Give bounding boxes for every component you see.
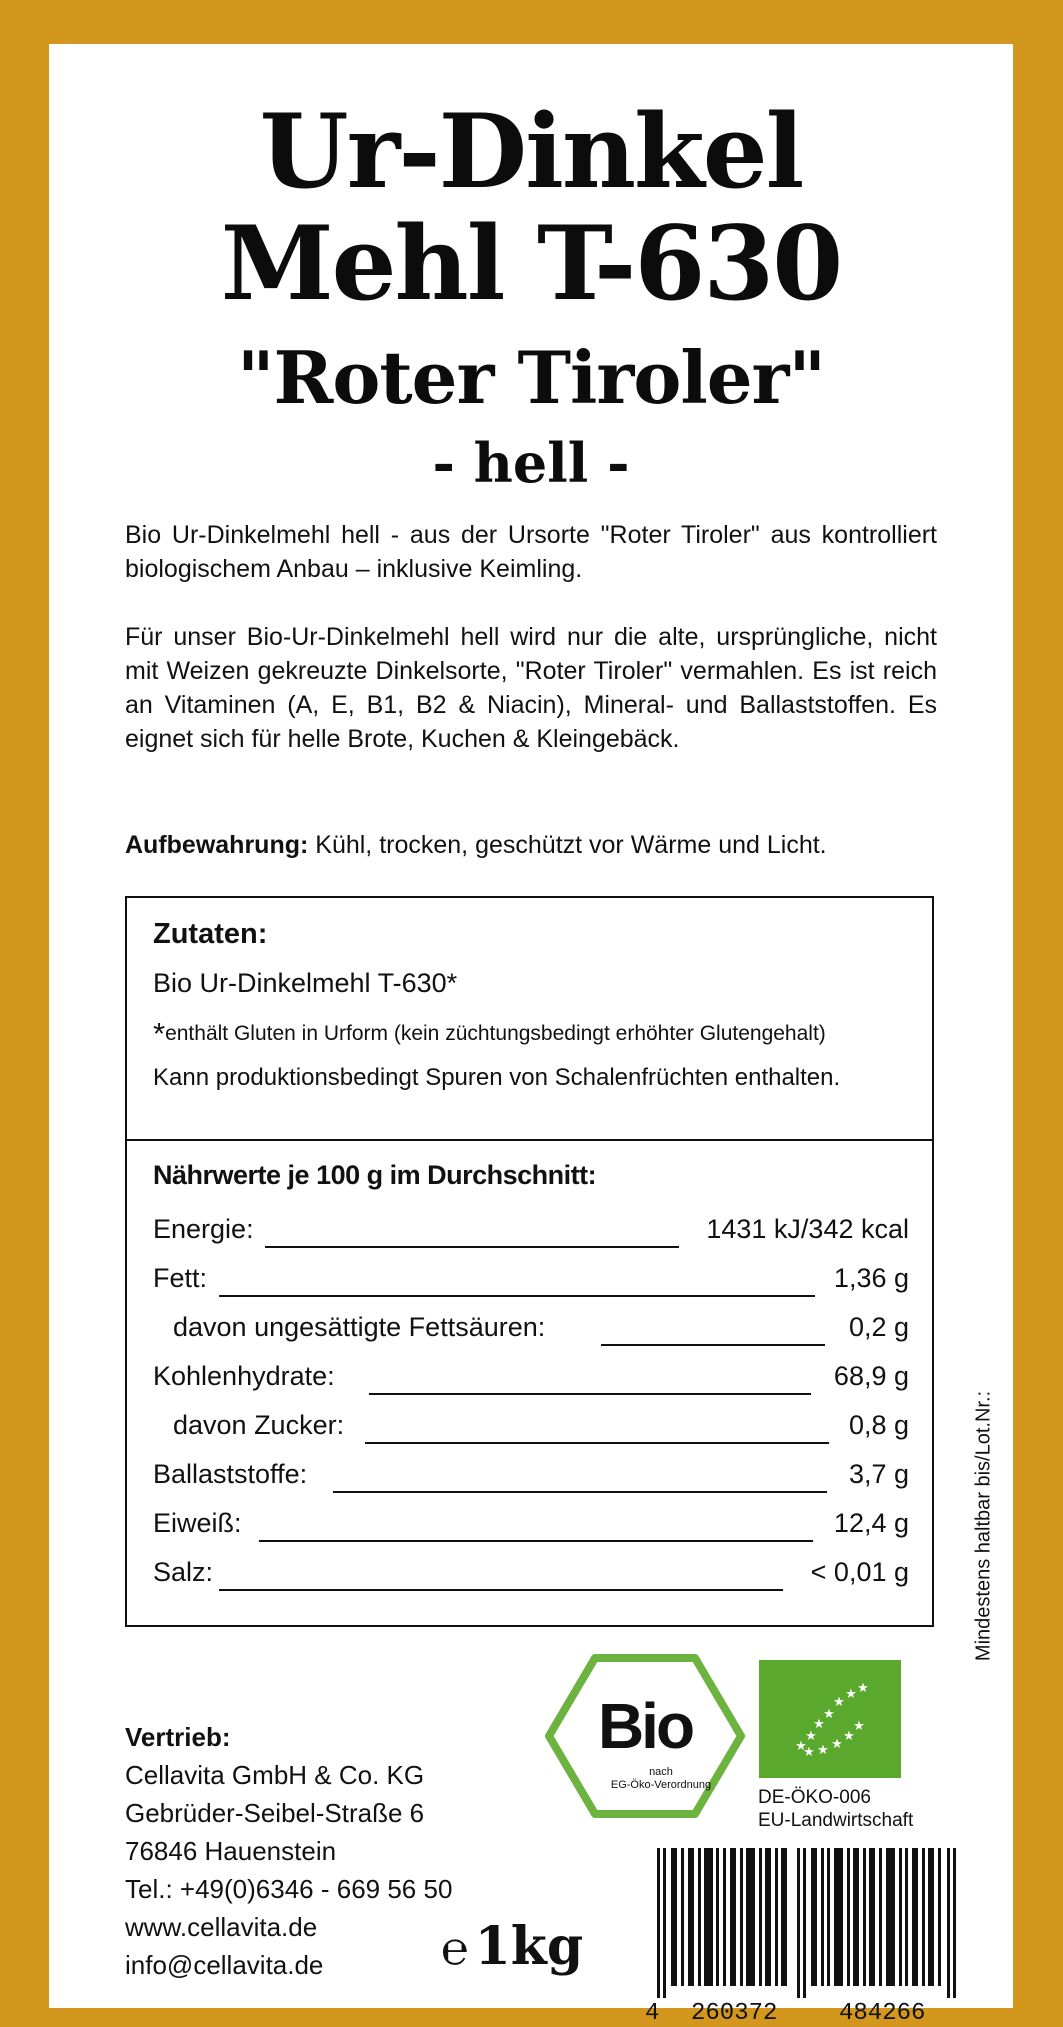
nutrition-value: 1,36 g <box>833 1263 909 1293</box>
nutrition-value: 0,2 g <box>848 1312 909 1342</box>
svg-text:★: ★ <box>833 1695 845 1710</box>
svg-text:★: ★ <box>823 1707 835 1722</box>
net-weight <box>441 1916 583 1977</box>
best-before-field <box>969 1376 999 1676</box>
nutrition-value: 0,8 g <box>848 1410 909 1440</box>
storage-label: Aufbewahrung: <box>125 831 309 859</box>
svg-text:★: ★ <box>853 1719 865 1734</box>
nutrition-value: 12,4 g <box>833 1508 909 1538</box>
leader-line <box>219 1589 783 1591</box>
nutrition-value: 1431 kJ/342 kcal <box>706 1214 909 1244</box>
nutrition-row <box>153 1312 909 1352</box>
leader-line <box>369 1393 811 1395</box>
storage-text <box>125 828 937 862</box>
leader-line <box>265 1246 679 1248</box>
ingredients-item: Bio Ur-Dinkelmehl T-630* <box>153 968 458 998</box>
svg-text:★: ★ <box>843 1729 855 1744</box>
svg-text:★: ★ <box>803 1745 815 1760</box>
intro-text: Bio Ur-Dinkelmehl hell - aus der Ursorte "Roter Tiroler" aus kontrolliert biologischem Anbau – inklusive Keimling. <box>125 521 937 583</box>
nutrition-row <box>153 1557 909 1597</box>
leader-line <box>601 1344 825 1346</box>
bio-seal-word: Bio <box>597 1690 693 1762</box>
distributor-company: Cellavita GmbH & Co. KG <box>125 1760 425 1790</box>
note-star: * <box>153 1016 166 1051</box>
nutrition-label: davon ungesättigte Fettsäuren: <box>173 1312 546 1342</box>
bio-seal-line1: nach <box>649 1766 673 1778</box>
ingredients-traces: Kann produktionsbedingt Spuren von Schalenfrüchten enthalten. <box>153 1064 841 1091</box>
eu-organic-text <box>758 1786 913 1832</box>
eu-control-code: DE-ÖKO-006 <box>758 1787 871 1808</box>
leader-line <box>333 1491 827 1493</box>
distributor-street: Gebrüder-Seibel-Straße 6 <box>125 1798 425 1828</box>
best-before-label: Mindestens haltbar bis/Lot.Nr.: <box>972 1390 995 1662</box>
svg-text:★: ★ <box>805 1729 817 1744</box>
storage-value: Kühl, trocken, geschützt vor Wärme und Licht. <box>308 831 827 859</box>
nutrition-value: < 0,01 g <box>810 1557 909 1587</box>
description-text: Für unser Bio-Ur-Dinkelmehl hell wird nur die alte, ursprüngliche, nicht mit Weizen gekreuzte Dinkelsorte, "Roter Tiroler" vermahlen. Es ist reich an Vitaminen (A, E, B1, B2 & Niacin), Mineral- und Ballaststoffen. Es eignet sich für helle Brote, Kuchen & Kleingebäck. <box>125 623 937 753</box>
leader-line <box>365 1442 829 1444</box>
barcode-first-digit: 4 <box>645 2000 660 2027</box>
nutrition-label: Ballaststoffe: <box>153 1459 308 1489</box>
weight-value: 1kg <box>474 1916 584 1977</box>
nutrition-value: 3,7 g <box>848 1459 909 1489</box>
svg-text:★: ★ <box>857 1681 869 1696</box>
product-label <box>49 44 1013 2027</box>
leader-line <box>219 1295 815 1297</box>
title-line-3: "Roter Tiroler" <box>237 335 825 420</box>
distributor-website: www.cellavita.de <box>125 1912 318 1942</box>
nutrition-label: Salz: <box>153 1557 214 1587</box>
estimated-sign: ℮ <box>441 1921 469 1975</box>
title-line-1: Ur-Dinkel <box>259 92 803 212</box>
nutrition-heading: Nährwerte je 100 g im Durchschnitt: <box>153 1160 597 1190</box>
svg-text:★: ★ <box>845 1687 857 1702</box>
nutrition-label: davon Zucker: <box>173 1410 345 1440</box>
title-line-2: Mehl T-630 <box>220 204 842 324</box>
box-divider <box>127 1139 932 1141</box>
nutrition-row <box>153 1263 909 1303</box>
svg-text:★: ★ <box>817 1743 829 1758</box>
info-box <box>125 896 934 1627</box>
barcode-group-1: 260372 <box>691 2000 778 2027</box>
title-line-4: - hell - <box>432 431 630 495</box>
distributor-heading: Vertrieb: <box>125 1722 231 1752</box>
barcode-group-2: 484266 <box>839 2000 926 2027</box>
nutrition-value: 68,9 g <box>833 1361 909 1391</box>
nutrition-row <box>153 1508 909 1548</box>
leader-line <box>259 1540 813 1542</box>
svg-text:★: ★ <box>831 1737 843 1752</box>
svg-text:★: ★ <box>813 1717 825 1732</box>
ingredients-note <box>153 1016 826 1052</box>
nutrition-row <box>153 1214 909 1254</box>
nutrition-row <box>153 1459 909 1499</box>
nutrition-row <box>153 1410 909 1450</box>
nutrition-label: Fett: <box>153 1263 208 1293</box>
distributor-phone: Tel.: +49(0)6346 - 669 56 50 <box>125 1874 453 1904</box>
barcode-icon <box>657 1848 957 1998</box>
ingredients-heading: Zutaten: <box>153 918 268 950</box>
svg-text:★: ★ <box>795 1739 807 1754</box>
nutrition-row <box>153 1361 909 1401</box>
nutrition-label: Energie: <box>153 1214 254 1244</box>
nutrition-label: Kohlenhydrate: <box>153 1361 335 1391</box>
nutrition-label: Eiweiß: <box>153 1508 242 1538</box>
note-text: enthält Gluten in Urform (kein züchtungsbedingt erhöhter Glutengehalt) <box>165 1022 826 1045</box>
bio-seal-line2: EG-Öko-Verordnung <box>610 1779 712 1791</box>
distributor-email: info@cellavita.de <box>125 1950 324 1980</box>
bio-seal-icon <box>545 1654 745 1818</box>
eu-origin: EU-Landwirtschaft <box>758 1810 914 1831</box>
distributor-block <box>125 1718 452 1984</box>
distributor-city: 76846 Hauenstein <box>125 1836 337 1866</box>
eu-organic-leaf-icon <box>759 1660 901 1778</box>
